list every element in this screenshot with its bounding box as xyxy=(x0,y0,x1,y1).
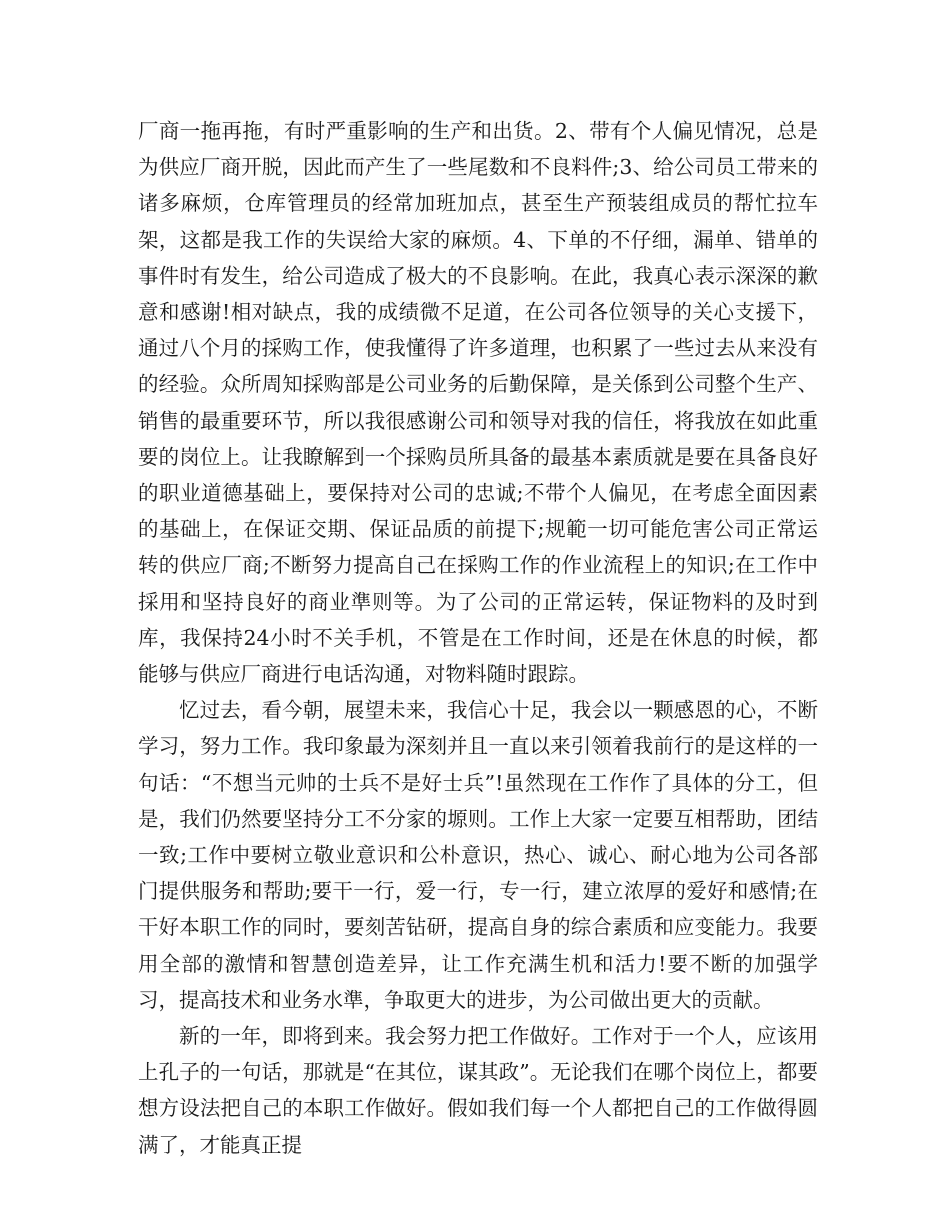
document-body xyxy=(138,113,818,1163)
paragraph-1: 厂商一拖再拖，有时严重影响的生产和出货。2、带有个人偏见情况，总是为供应厂商开脱，因此而产生了一些尾数和不良料件;3、给公司员工带来的诸多麻烦，仓库管理员的经常加班加点，甚至生产预装组成员的帮忙拉车架，这都是我工作的失误给大家的麻烦。4、下单的不仔细，漏单、错单的事件时有发生，给公司造成了极大的不良影响。在此，我真心表示深深的歉意和感谢!相对缺点，我的成绩微不足道，在公司各位领导的关心支援下，通过八个月的採购工作，使我懂得了许多道理，也积累了一些过去从来没有的经验。众所周知採购部是公司业务的后勤保障，是关係到公司整个生产、销售的最重要环节，所以我很感谢公司和领导对我的信任，将我放在如此重要的岗位上。让我瞭解到一个採购员所具备的最基本素质就是要在具备良好的职业道德基础上，要保持对公司的忠诚;不带个人偏见，在考虑全面因素的基础上，在保证交期、保证品质的前提下;规範一切可能危害公司正常运转的供应厂商;不断努力提高自己在採购工作的作业流程上的知识;在工作中採用和坚持良好的商业準则等。为了公司的正常运转，保证物料的及时到库，我保持24小时不关手机，不管是在工作时间，还是在休息的时候，都能够与供应厂商进行电话沟通，对物料随时跟踪。 xyxy=(138,119,818,687)
paragraph-2: 忆过去，看今朝，展望未来，我信心十足，我会以一颗感恩的心，不断学习，努力工作。我印象最为深刻并且一直以来引领着我前行的是这样的一句话：“不想当元帅的士兵不是好士兵”!虽然现在工作作了具体的分工，但是，我们仍然要坚持分工不分家的塬则。工作上大家一定要互相帮助，团结一致;工作中要树立敬业意识和公朴意识，热心、诚心、耐心地为公司各部门提供服务和帮助;要干一行，爱一行，专一行，建立浓厚的爱好和感情;在干好本职工作的同时，要刻苦钻研，提高自身的综合素质和应变能力。我要用全部的激情和智慧创造差异，让工作充满生机和活力!要不断的加强学习，提高技术和业务水準，争取更大的进步，为公司做出更大的贡献。 xyxy=(138,698,818,1012)
paragraph-3: 新的一年，即将到来。我会努力把工作做好。工作对于一个人，应该用上孔子的一句话，那就是“在其位，谋其政”。无论我们在哪个岗位上，都要想方设法把自己的本职工作做好。假如我们每一个人都把自己的工作做得圆满了，才能真正提 xyxy=(138,1024,818,1157)
